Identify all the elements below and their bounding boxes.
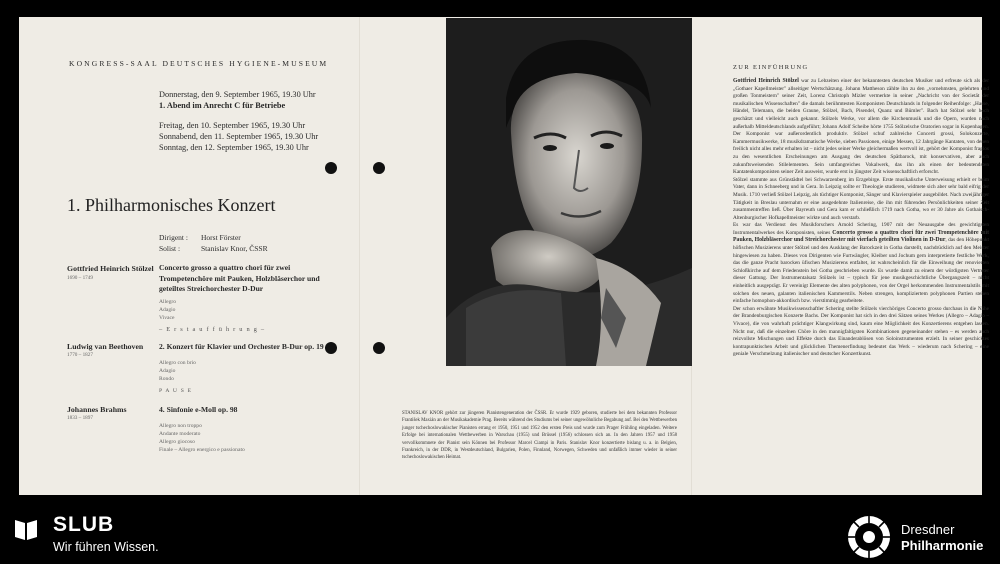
philharmonie-line1: Dresdner: [901, 522, 955, 537]
punch-hole: [373, 162, 385, 174]
pause-note: P A U S E: [159, 388, 193, 394]
essay-paragraph: [733, 222, 989, 306]
movement: Adagio: [159, 368, 176, 374]
philharmonie-logo-icon: [846, 514, 892, 560]
date-line: Sonntag, den 12. September 1965, 19.30 Uhr: [159, 143, 309, 152]
essay-work-title: Concerto grosso a quattro chori für zwei Trompetenchöre mit Pauken, Holzbläserchor und Streichorchester mit vierfach geteilten Violinen in D-Dur: [733, 229, 989, 244]
date-line: Sonnabend, den 11. September 1965, 19.30 Uhr: [159, 132, 319, 141]
composer-name: Ludwig van Beethoven: [67, 342, 144, 351]
essay-lead: Gottfried Heinrich Stölzel: [733, 78, 799, 84]
punch-hole: [325, 342, 337, 354]
slub-book-icon: [13, 516, 39, 542]
date-first: Donnerstag, den 9. September 1965, 19.30 Uhr: [159, 90, 316, 99]
essay-paragraph: Der schon erwähnte Musikwissenschaftler Schering stellte Stölzels vierchöriges Concerto grosso durchaus in die Nähe der Brandenburgischen Konzerte Bachs. Der Komponist hat sich in den drei Sätzen seines Werkes (Allegro – Adagio – Vivace), die von wahrhaft prächtiger Klangwirkung sind, kaum eine Möglichkeit des Konzertierens entgehen lassen. Nicht nur, daß die einzelnen Chöre in den mannigfaltigsten Kombinationen gegeneinander stehen – es werden auch reizvollste Mischungen und Effekte durch das Einanderablösen von Soloinstrumenten erzielt. In seiner geschicktes kontrapunktischen Arbeit und glücklichen Themenerfindung bedeutet das Werk – wiederum nach Schering – eine geniale Verschmelzung italienischer und deutscher Konzertkunst.: [733, 305, 989, 358]
composer-years: 1833 – 1897: [67, 415, 93, 421]
solist-name: Stanislav Knor, ČSSR: [201, 244, 268, 253]
fold-line: [359, 17, 360, 495]
dirigent-name: Horst Förster: [201, 233, 241, 242]
slub-tagline: Wir führen Wissen.: [53, 540, 159, 554]
essay-span: Es war das Verdienst des Musikforschers Arnold Schering, 1907 mit der Neuausgabe des gewichtigsten Instrumentalwerkes des Komponisten, seines: [733, 222, 989, 236]
essay-paragraph: Stölzel stammte aus Grünstädtel bei Schwarzenberg im Erzgebirge. Erste musikalische Unterweisung erhielt er beim Vater, dann in Schneeberg und in Gera. In Leipzig sollte er Theologie studieren, widmete sich aber sehr bald eifrig der Musik. 1710 verließ Stölzel Leipzig, als tüchtiger Komponist, Sänger und Klavierspieler ausgebildet. Nach zweijähriger Tätigkeit in Breslau unternahm er eine ausgedehnte Italienreise, die ihn mit führenden Persönlichkeiten seiner Zeit zusammentreffen ließ. Über Bayreuth und Gera kam er schließlich 1719 nach Gotha, wo er 30 Jahre als Gothaisch-Altenburgischer Hofkapellmeister wirkte und auch verstarb.: [733, 176, 989, 221]
movement: Rondo: [159, 376, 174, 382]
date-note: 1. Abend im Anrecht C für Betriebe: [159, 101, 286, 110]
movement: Andante moderato: [159, 431, 201, 437]
movement: Adagio: [159, 307, 176, 313]
movement: Allegro giocoso: [159, 439, 195, 445]
composer-years: 1770 – 1827: [67, 352, 93, 358]
movement: Allegro con brio: [159, 360, 196, 366]
pianist-photo: [446, 18, 692, 366]
hall-name: KONGRESS-SAAL DEUTSCHES HYGIENE-MUSEUM: [69, 59, 329, 68]
composer-name: Gottfried Heinrich Stölzel: [67, 264, 154, 273]
essay-span: war zu Lebzeiten einer der bekanntesten deutschen Musiker und erfreute sich als der „Gothaer Kapellmeister" allseitiger Wertschätzung. Johann Mattheson zählte ihn zu den „vornehmsten, gelehrten und großen Tonmeistern" seiner Zeit, Lorenz Christoph Mizler vermerkte in seiner „Nachricht von der Societät der musikalischen Wissenschaften" die damals berühmtesten Komponisten Deutschlands in folgender Reihenfolge: „Hasse, Händel, Telemann, die beiden Graune, Stölzel, Bach, Pisendel, Quanz und Bümler". Bach hat Stölzel sehr hoch geschätzt und vielleicht auch gekannt. Stölzels Werke, vor allem die Kirchenmusik und die Opern, wurden nach außerhalb Mitteldeutschlands aufgeführt; Johann Adolf Scheibe hörte 1755 Stölzelsche Oratorien sogar in Kopenhagen. Der Komponist war außerordentlich produktiv. Stölzel schuf zahlreiche Concerti grossi, Solokonzerte, Kammermusikwerke, 18 musikdramatische Werke, sieben Passionen, einige Messen, 12 Jahrgänge Kantaten, von denen freilich nicht alles mehr erhalten ist – nicht jedes seiner Werke gleichermaßen wertvoll ist, gehört der Komponist fraglos zu den wesentlichen Erscheinungen am Ausgang des deutschen Spätbarock, mit konservativen, aber auch zukunftsweisenden Stilelementen. Sein umfangreiches Vokalwerk, das ihn als einen der bedeutendsten Kantatenkomponisten seiner Zeit ausweist, wurde erst in jüngster Zeit wissenschaftlich erforscht.: [733, 78, 989, 176]
composer-years: 1690 – 1749: [67, 275, 93, 281]
composer-name: Johannes Brahms: [67, 405, 127, 414]
movement: Allegro non troppo: [159, 423, 202, 429]
essay-heading: ZUR EINFÜHRUNG: [733, 64, 809, 71]
program-page: [19, 17, 989, 495]
work-title: Concerto grosso a quattro chori für zwei Trompetenchöre mit Pauken, Holzbläserchor und geteiltes Streichorchester D-Dur: [159, 263, 320, 293]
portrait-illustration: [446, 18, 692, 366]
punch-hole: [373, 342, 385, 354]
essay-paragraph: [733, 78, 989, 177]
movement: Vivace: [159, 315, 175, 321]
concert-title: 1. Philharmonisches Konzert: [67, 195, 276, 215]
slub-logo-text: SLUB: [53, 513, 115, 536]
dirigent-label: Dirigent :: [159, 233, 188, 242]
solist-label: Solist :: [159, 244, 181, 253]
movement: Finale – Allegro energico e passionato: [159, 447, 245, 453]
philharmonie-line2: Philharmonie: [901, 538, 984, 553]
movement: Allegro: [159, 299, 177, 305]
essay-text: [733, 78, 989, 359]
work-title: 4. Sinfonie e-Moll op. 98: [159, 405, 238, 414]
essay-span: , das den Höhepunkt höfischen Musizierens unter Stölzel und den Ausklang der Barockzeit in Gotha darstellt, nachdrücklich auf den Meister hingewiesen zu haben. Dieses von Dirigenten wie Furtwängler, Kleiber und Jochum gern interpretierte festliche Werk, das die ganze Pracht barocken üfischen Musizierens entfaltet, ist wahrscheinlich für die Einweihung der renovierten Schloßkirche auf dem Friedenstein bei Gotha geschrieben wurde. Es wurde damit zu einem der würdigsten Vertreter dieser Gattung. Der Instrumentalsatz Stölzels ist – typisch für jene musikgeschichtliche Übergangszeit – nicht einheitlich ausgeprägt. Er vereinigt Elemente des alten polyphonen, von der Orgel herkommenden Instrumentalstils mit solchen des neuen, galanten italienischen Kammerstils. Neben strengen, kompliziertem polyphonen Partien stehen einfache homophon-akkordisch bzw. vierstimmig gearbeitete.: [733, 237, 989, 305]
pianist-caption: STANISLAV KNOR gehört zur jüngeren Pianistengeneration der ČSSR. Er wurde 1929 geboren, studierte bei dem bekannten Professor František Maxián an der Musikakademie Prag. Bereits während des Studiums bei seiner ungewöhnliche Begabung auf. Bei den Wettbewerben junger tschechoslowakischer Pianisten errang er 1950, 1951 und 1952 den ersten Preis und wurde zum Prager Frühling eingeladen. Weitere Erfolge bei internationalen Wettbewerben in Warschau (1955) und Brüssel (1956) schlossen sich an. In den Jahren 1957 und 1958 vervollkommnete der Pianist sein Können bei Professor Marcel Ciampi in Paris. Stanislav Knor konzertierte bislang u. a. in Belgien, Frankreich, in der DDR, in Westdeutschland, Bulgarien, Polen, Finnland, Norwegen, Schweden und unfaßlich immer wieder in seiner tschechoslowakischen Heimat.: [402, 411, 677, 461]
punch-hole: [325, 162, 337, 174]
date-line: Freitag, den 10. September 1965, 19.30 Uhr: [159, 121, 306, 130]
work-title: 2. Konzert für Klavier und Orchester B-Dur op. 19: [159, 342, 324, 351]
erstauffuehrung-note: – E r s t a u f f ü h r u n g –: [159, 326, 266, 333]
